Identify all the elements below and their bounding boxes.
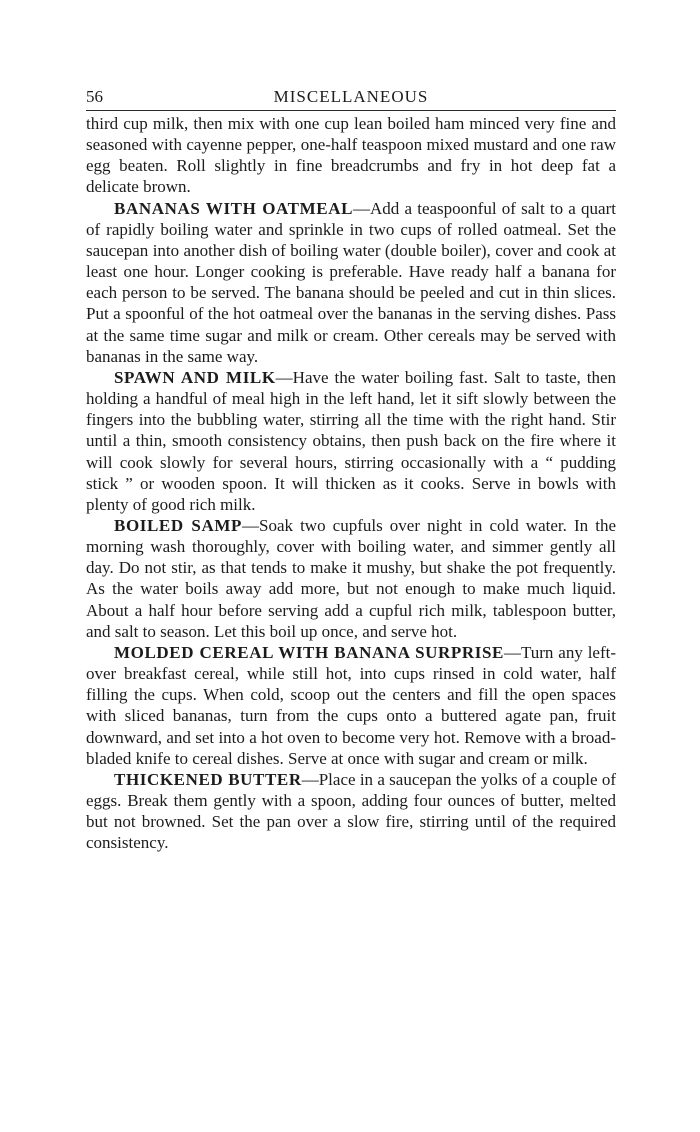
recipe-title: BOILED SAMP	[114, 515, 242, 535]
recipe-title: BANANAS WITH OATMEAL	[114, 198, 354, 218]
recipe-title: SPAWN AND MILK	[114, 367, 276, 387]
recipe-title: MOLDED CEREAL WITH BANANA SURPRISE	[114, 642, 504, 662]
recipe-thickened-butter	[86, 769, 616, 854]
continuation-paragraph: third cup milk, then mix with one cup lean boiled ham minced very fine and seasoned with cayenne pepper, one-half teaspoon mixed mustard and one raw egg beaten. Roll slightly in fine breadcrumbs and fry in hot deep fat a delicate brown.	[86, 114, 616, 197]
section-title: MISCELLANEOUS	[273, 87, 429, 106]
recipe-boiled-samp	[86, 515, 616, 642]
recipe-molded-cereal-with-banana-surprise	[86, 642, 616, 769]
page-number: 56	[86, 87, 103, 106]
recipe-text: —Have the water boiling fast. Salt to taste, then holding a handful of meal high in the left hand, let it sift slowly between the fingers into the bubbling water, stirring all the time with the right hand. Stir until a thin, smooth consistency obtains, then push back on the fire where it will cook slowly for several hours, stirring occasionally with a “ pudding stick ” or wooden spoon. It will thicken as it cooks. Serve in bowls with plenty of good rich milk.	[86, 367, 616, 514]
recipe-bananas-with-oatmeal	[86, 198, 616, 367]
recipe-text: —Place in a saucepan the yolks of a couple of eggs. Break them gently with a spoon, adding four ounces of butter, melted but not browned. Set the pan over a slow fire, stirring until of the required consistency.	[86, 769, 617, 853]
recipe-text: —Turn any left-over breakfast cereal, while still hot, into cups rinsed in cold water, half filling the cups. When cold, scoop out the centers and fill the open spaces with sliced bananas, turn from the cups onto a buttered agate pan, fruit downward, and set into a hot oven to become very hot. Remove with a broad-bladed knife to cereal dishes. Serve at once with sugar and cream or milk.	[86, 642, 617, 768]
recipe-spawn-and-milk	[86, 367, 616, 515]
book-page	[86, 86, 616, 853]
recipe-text: —Add a teaspoonful of salt to a quart of rapidly boiling water and sprinkle in two cups of rolled oatmeal. Set the saucepan into another dish of boiling water (double boiler), cover and cook at least one hour. Longer cooking is preferable. Have ready half a banana for each person to be served. The banana should be peeled and cut in thin slices. Put a spoonful of the hot oatmeal over the bananas in the serving dishes. Pass at the same time sugar and milk or cream. Other cereals may be served with bananas in the same way.	[86, 198, 616, 366]
recipe-title: THICKENED BUTTER	[114, 769, 302, 789]
body-text	[86, 113, 616, 853]
recipe-text: —Soak two cupfuls over night in cold water. In the morning wash thoroughly, cover with boiling water, and simmer gently all day. Do not stir, as that tends to make it mushy, but shake the pot frequently. As the water boils away add more, but not enough to make much liquid. About a half hour before serving add a cupful rich milk, tablespoon butter, and salt to season. Let this boil up once, and serve hot.	[86, 515, 616, 641]
running-head	[86, 86, 616, 111]
